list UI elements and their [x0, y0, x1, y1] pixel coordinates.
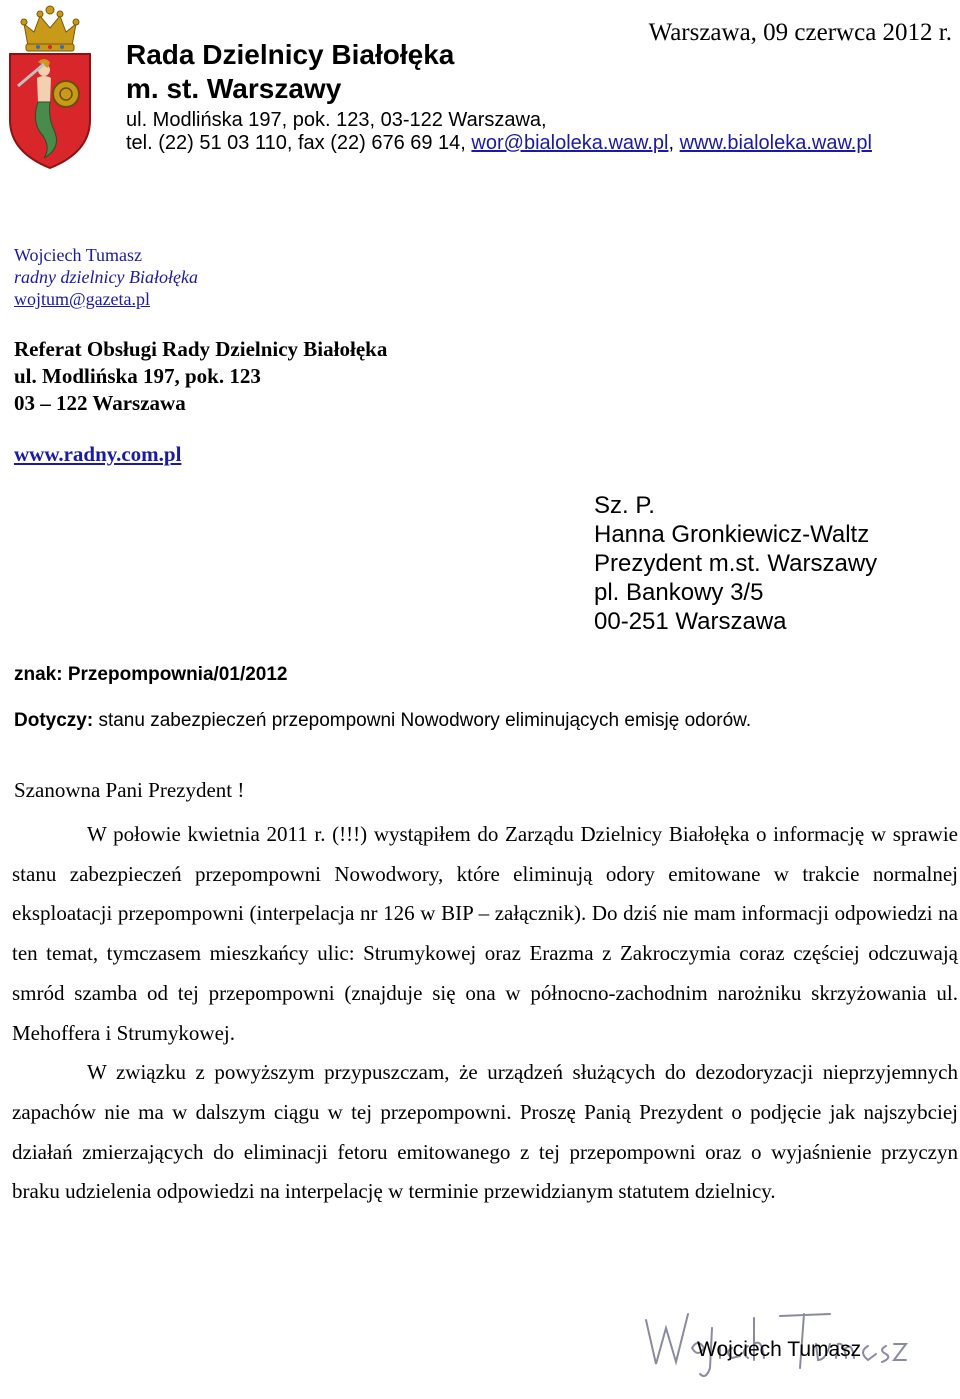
contact-separator: , [668, 132, 680, 154]
organization-name: Rada Dzielnicy Białołęka [126, 39, 455, 70]
letter-body [12, 815, 958, 1212]
addressee-city: 00-251 Warszawa [594, 608, 787, 635]
contact-phone-fax: tel. (22) 51 03 110, fax (22) 676 69 14, [126, 132, 472, 154]
office-city: 03 – 122 Warszawa [14, 391, 186, 415]
organization-contact [126, 131, 872, 155]
subject-text: stanu zabezpieczeń przepompowni Nowodwory eliminujących emisję odorów. [93, 710, 752, 731]
greeting: Szanowna Pani Prezydent ! [14, 778, 245, 802]
subject-line [14, 710, 751, 732]
sender-role: radny dzielnicy Białołęka [14, 267, 198, 287]
subject-label: Dotyczy: [14, 710, 94, 731]
addressee-street: pl. Bankowy 3/5 [594, 579, 764, 606]
warsaw-coat-of-arms-icon [4, 2, 96, 172]
sender-name: Wojciech Tumasz [14, 245, 143, 265]
organization-address: ul. Modlińska 197, pok. 123, 03-122 Warszawa, [126, 109, 547, 131]
reference-mark: znak: Przepompownia/01/2012 [14, 664, 288, 685]
office-name: Referat Obsługi Rady Dzielnicy Białołęka [14, 337, 388, 361]
radny-website-link[interactable]: www.radny.com.pl [14, 442, 182, 466]
place-and-date: Warszawa, 09 czerwca 2012 r. [648, 19, 952, 46]
addressee-title: Prezydent m.st. Warszawy [594, 550, 878, 577]
body-paragraph: W związku z powyższym przypuszczam, że urządzeń służących do dezodoryzacji nieprzyjemnych zapachów nie ma w dalszym ciągu w tej przepompowni. Proszę Panią Prezydent o podjęcie jak najszybciej działań zmierzających do eliminacji fetoru emitowanego z tej przepompowni oraz o wyjaśnienie przyczyn braku udzielenia odpowiedzi na interpelację w terminie przewidzianym statutem dzielnicy. [12, 1060, 958, 1204]
body-paragraph: W połowie kwietnia 2011 r. (!!!) wystąpiłem do Zarządu Dzielnicy Białołęka o informację w sprawie stanu zabezpieczeń przepompowni Nowodwory, które eliminują odory emitowane w trakcie normalnej eksploatacji przepompowni (interpelacja nr 126 w BIP – załącznik). Do dziś nie mam informacji odpowiedzi na ten temat, tymczasem mieszkańcy ulic: Strumykowej oraz Erazma z Zakroczymia coraz częściej odczuwają smród szamba od tej przepompowni (znajduje się ona w północno-zachodnim narożniku skrzyżowania ul. Mehoffera i Strumykowej. [12, 822, 958, 1045]
organization-city: m. st. Warszawy [126, 73, 342, 104]
sender-email-link[interactable]: wojtum@gazeta.pl [14, 289, 151, 309]
addressee-salutation: Sz. P. [594, 492, 655, 519]
organization-email-link[interactable]: wor@bialoleka.waw.pl [471, 132, 669, 154]
addressee-name: Hanna Gronkiewicz-Waltz [594, 521, 870, 548]
office-street: ul. Modlińska 197, pok. 123 [14, 364, 261, 388]
signatory-name: Wojciech Tumasz [697, 1338, 862, 1361]
organization-website-link[interactable]: www.bialoleka.waw.pl [679, 132, 872, 154]
